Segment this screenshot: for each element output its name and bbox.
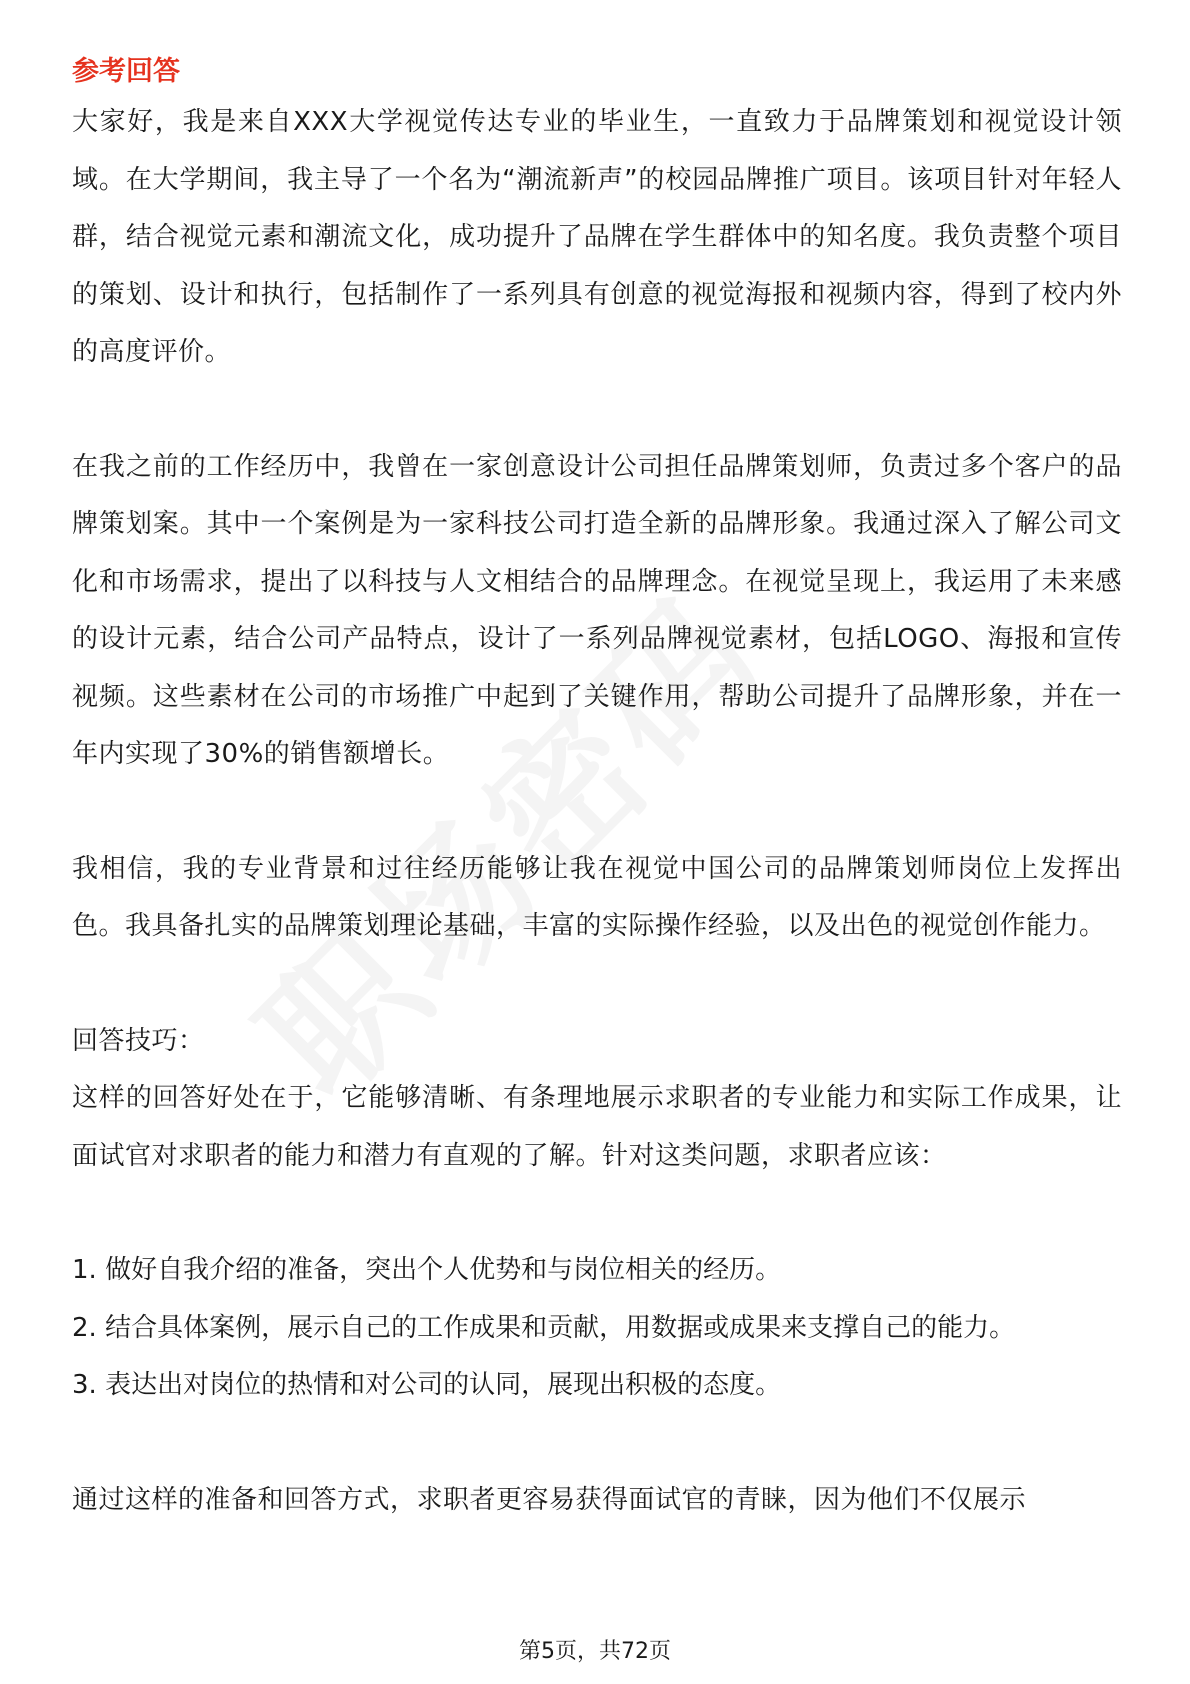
answer-paragraph-2: 在我之前的工作经历中，我曾在一家创意设计公司担任品牌策划师，负责过多个客户的品牌策划案。其中一个案例是为一家科技公司打造全新的品牌形象。我通过深入了解公司文化和市场需求，提出了以科技与人文相结合的品牌理念。在视觉呈现上，我运用了未来感的设计元素，结合公司产品特点，设计了一系列品牌视觉素材，包括LOGO、海报和宣传视频。这些素材在公司的市场推广中起到了关键作用，帮助公司提升了品牌形象，并在一年内实现了30%的销售额增长。 xyxy=(72,451,1122,769)
tips-list xyxy=(72,1242,1122,1415)
list-item: 2. 结合具体案例，展示自己的工作成果和贡献，用数据或成果来支撑自己的能力。 xyxy=(72,1312,1016,1343)
page-number: 第5页，共72页 xyxy=(519,1639,671,1664)
answer-paragraph-1: 大家好，我是来自XXX大学视觉传达专业的毕业生，一直致力于品牌策划和视觉设计领域。在大学期间，我主导了一个名为“潮流新声”的校园品牌推广项目。该项目针对年轻人群，结合视觉元素和潮流文化，成功提升了品牌在学生群体中的知名度。我负责整个项目的策划、设计和执行，包括制作了一系列具有创意的视觉海报和视频内容，得到了校内外的高度评价。 xyxy=(72,107,1122,367)
paragraph-spacer xyxy=(72,382,1122,439)
conclusion-paragraph: 通过这样的准备和回答方式，求职者更容易获得面试官的青睐，因为他们不仅展示 xyxy=(72,1484,1027,1515)
answer-paragraph-3: 我相信，我的专业背景和过往经历能够让我在视觉中国公司的品牌策划师岗位上发挥出色。我具备扎实的品牌策划理论基础，丰富的实际操作经验，以及出色的视觉创作能力。 xyxy=(72,853,1122,941)
list-item: 1. 做好自我介绍的准备，突出个人优势和与岗位相关的经历。 xyxy=(72,1255,782,1285)
paragraph-spacer xyxy=(72,1415,1122,1472)
tips-body: 这样的回答好处在于，它能够清晰、有条理地展示求职者的专业能力和实际工作成果，让面试官对求职者的能力和潜力有直观的了解。针对这类问题，求职者应该： xyxy=(72,1083,1122,1171)
section-heading: 参考回答 xyxy=(72,56,180,87)
paragraph-spacer xyxy=(72,784,1122,841)
paragraph-spacer xyxy=(72,956,1122,1013)
tips-title: 回答技巧： xyxy=(72,1025,205,1056)
list-item: 3. 表达出对岗位的热情和对公司的认同，展现出积极的态度。 xyxy=(72,1370,782,1400)
document-content xyxy=(72,50,1122,1529)
paragraph-spacer xyxy=(72,1185,1122,1242)
